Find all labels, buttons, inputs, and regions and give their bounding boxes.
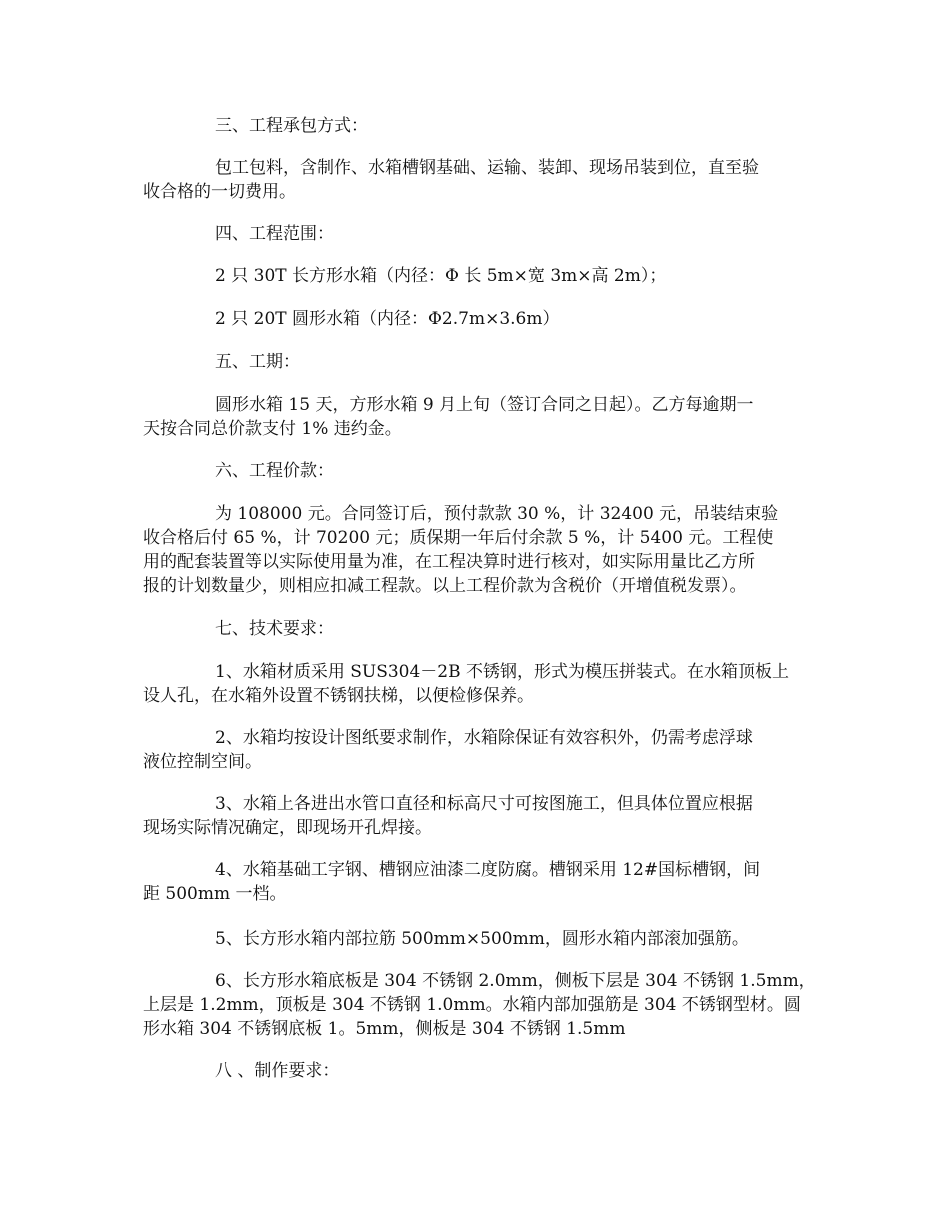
text-line: 2 只 30T 长方形水箱（内径：Φ 长 5m×宽 3m×高 2m）；: [215, 266, 667, 286]
section-heading-technical: [143, 617, 813, 641]
paragraph-contract-method: [143, 156, 813, 204]
text-line: 为 108000 元。合同签订后，预付款款 30 %，计 32400 元，吊装结束验: [215, 504, 779, 524]
text-line: 6、长方形水箱底板是 304 不锈钢 2.0mm，侧板下层是 304 不锈钢 1.5mm，: [215, 971, 816, 991]
paragraph-technical-1: [143, 660, 813, 708]
section-heading-price: [143, 459, 813, 483]
text-line: 2、水箱均按设计图纸要求制作，水箱除保证有效容积外，仍需考虑浮球: [215, 728, 753, 748]
paragraph-technical-5: [143, 927, 813, 951]
text-line: 圆形水箱 15 天，方形水箱 9 月上旬（签订合同之日起）。乙方每逾期一: [215, 395, 754, 415]
text-line: 用的配套装置等以实际使用量为准，在工程决算时进行核对，如实际用量比乙方所: [143, 552, 755, 572]
text-line: 六、工程价款：: [215, 461, 334, 481]
text-line: 2 只 20T 圆形水箱（内径：Φ2.7m×3.6m）: [215, 309, 560, 329]
text-line: 设人孔，在水箱外设置不锈钢扶梯，以便检修保养。: [143, 686, 534, 706]
section-heading-scope: [143, 222, 813, 246]
paragraph-technical-2: [143, 726, 813, 774]
text-line: 4、水箱基础工字钢、槽钢应油漆二度防腐。槽钢采用 12#国标槽钢，间: [215, 860, 761, 880]
paragraph-scope-rectangular: [143, 264, 813, 288]
text-line: 五、工期：: [215, 352, 300, 372]
text-line: 天按合同总价款支付 1% 违约金。: [143, 419, 402, 439]
paragraph-schedule: [143, 393, 813, 441]
text-line: 三、工程承包方式：: [215, 116, 368, 136]
text-line: 距 500mm 一档。: [143, 884, 287, 904]
text-line: 收合格后付 65 %，计 70200 元；质保期一年后付余款 5 %，计 5400 元。工程使: [143, 528, 774, 548]
section-heading-fabrication: [143, 1059, 813, 1083]
text-line: 形水箱 304 不锈钢底板 1。5mm，侧板是 304 不锈钢 1.5mm: [143, 1019, 626, 1039]
text-line: 上层是 1.2mm，顶板是 304 不锈钢 1.0mm。水箱内部加强筋是 304 不锈钢型材。圆: [143, 995, 801, 1015]
text-line: 四、工程范围：: [215, 224, 334, 244]
paragraph-technical-3: [143, 792, 813, 840]
paragraph-technical-6: [143, 969, 816, 1041]
section-heading-contract-method: [143, 114, 813, 138]
text-line: 收合格的一切费用。: [143, 182, 296, 202]
text-line: 包工包料，含制作、水箱槽钢基础、运输、装卸、现场吊装到位，直至验: [215, 158, 759, 178]
section-heading-schedule: [143, 350, 813, 374]
paragraph-price: [143, 502, 813, 598]
paragraph-technical-4: [143, 858, 813, 906]
text-line: 液位控制空间。: [143, 752, 262, 772]
text-line: 3、水箱上各进出水管口直径和标高尺寸可按图施工，但具体位置应根据: [215, 794, 753, 814]
text-line: 5、长方形水箱内部拉筋 500mm×500mm，圆形水箱内部滚加强筋。: [215, 929, 749, 949]
text-line: 报的计划数量少，则相应扣减工程款。以上工程价款为含税价（开增值税发票）。: [143, 576, 747, 596]
text-line: 1、水箱材质采用 SUS304－2B 不锈钢，形式为模压拼装式。在水箱顶板上: [215, 662, 789, 682]
text-line: 现场实际情况确定，即现场开孔焊接。: [143, 818, 432, 838]
text-line: 七、技术要求：: [215, 619, 334, 639]
paragraph-scope-round: [143, 307, 813, 331]
text-line: 八 、制作要求：: [215, 1061, 340, 1081]
